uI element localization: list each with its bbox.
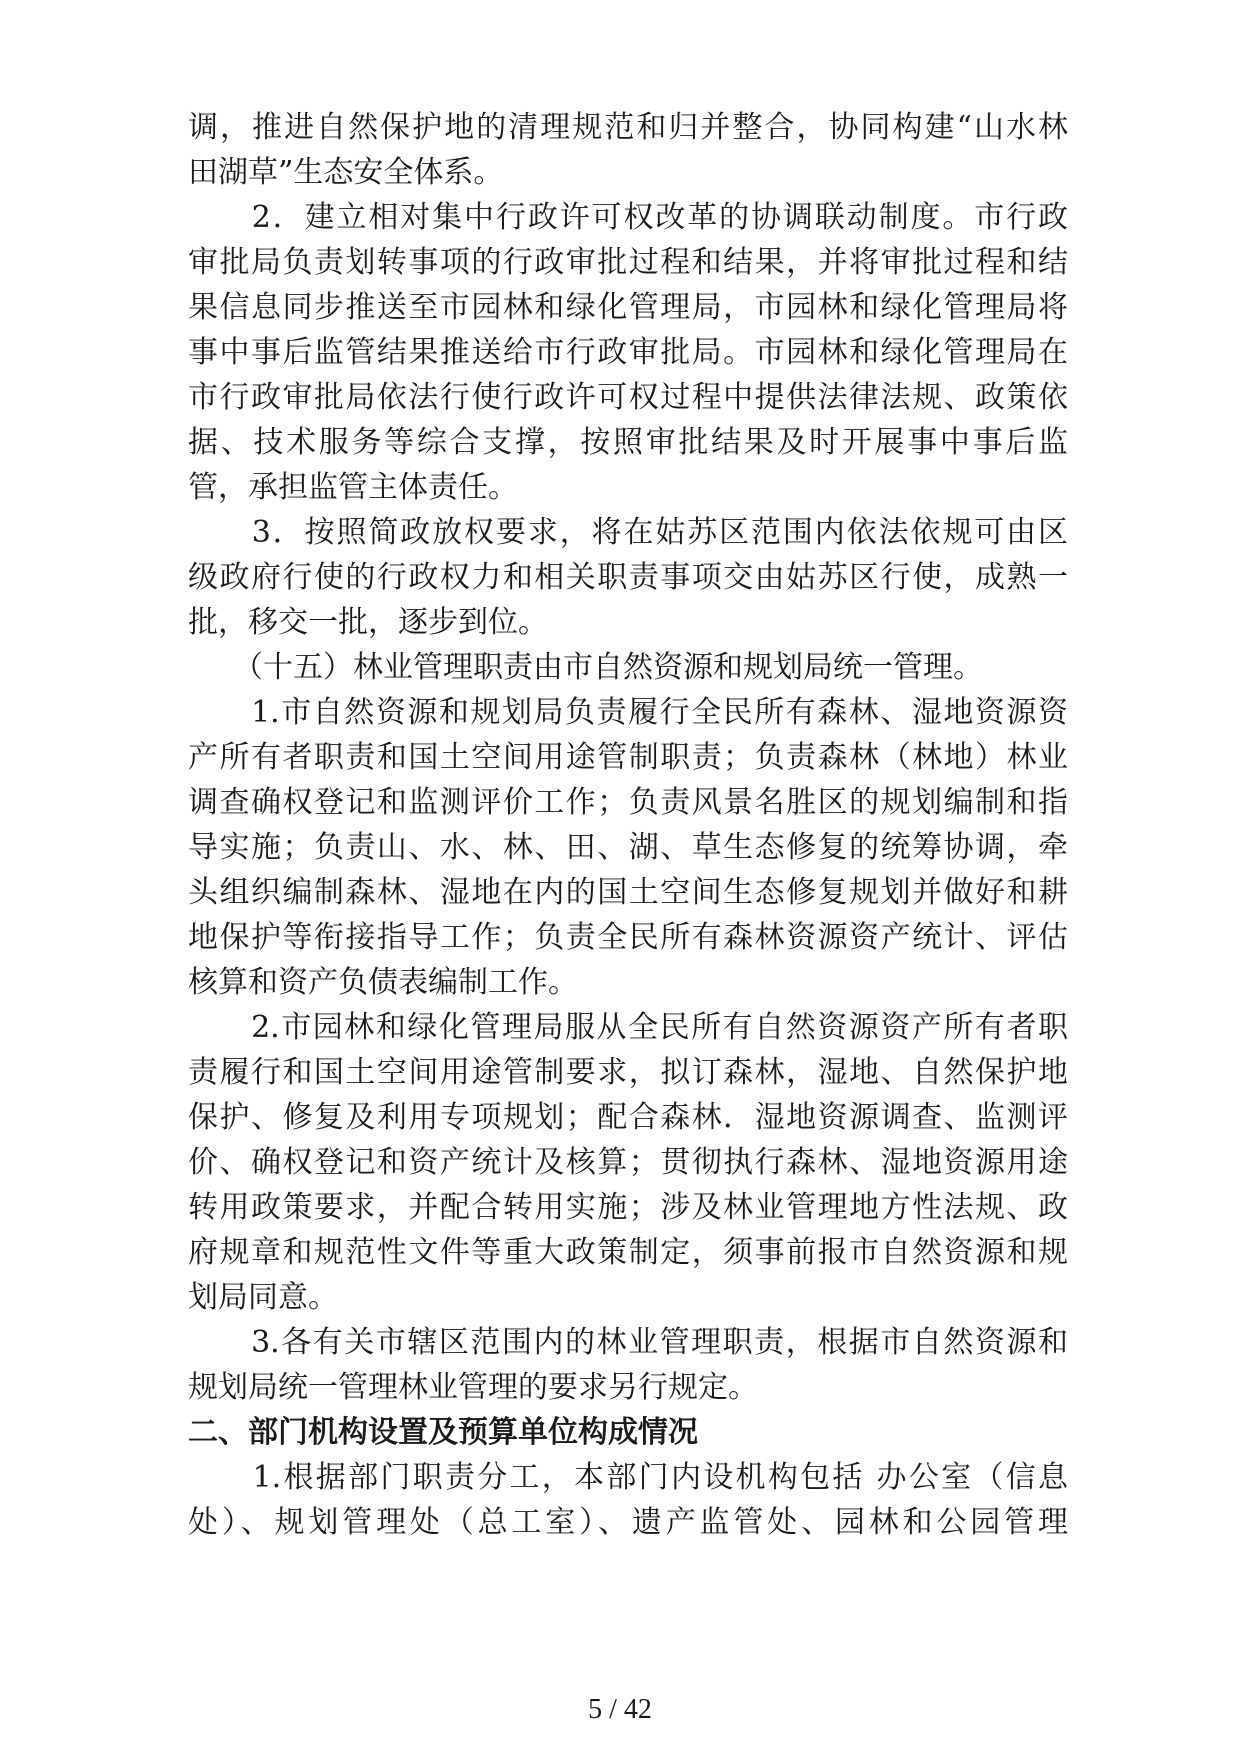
- body-line: 2．建立相对集中行政许可权改革的协调联动制度。市行政: [188, 200, 1068, 235]
- body-line: 田湖草”生态安全体系。: [188, 155, 504, 190]
- body-line: 产所有者职责和国土空间用途管制职责；负责森林（林地）林业: [188, 740, 1068, 775]
- body-line: 府规章和规范性文件等重大政策制定，须事前报市自然资源和规: [188, 1235, 1068, 1270]
- body-line: 调，推进自然保护地的清理规范和归并整合，协同构建“山水林: [188, 110, 1068, 145]
- section-heading: 二、部门机构设置及预算单位构成情况: [188, 1415, 698, 1450]
- body-line: 1.根据部门职责分工，本部门内设机构包括 办公室（信息: [188, 1460, 1068, 1495]
- body-line: 处）、规划管理处（总工室）、遗产监管处、园林和公园管理: [188, 1505, 1068, 1540]
- body-line: 级政府行使的行政权力和相关职责事项交由姑苏区行使，成熟一: [188, 560, 1068, 595]
- body-line: 地保护等衔接指导工作；负责全民所有森林资源资产统计、评估: [188, 920, 1068, 955]
- body-line: 保护、修复及利用专项规划；配合森林．湿地资源调查、监测评: [188, 1100, 1068, 1135]
- body-line: 果信息同步推送至市园林和绿化管理局，市园林和绿化管理局将: [188, 290, 1068, 325]
- body-line: 据、技术服务等综合支撑，按照审批结果及时开展事中事后监: [188, 425, 1068, 460]
- page-number: 5 / 42: [588, 1694, 652, 1725]
- body-line: 2.市园林和绿化管理局服从全民所有自然资源资产所有者职: [188, 1010, 1068, 1045]
- body-line: 市行政审批局依法行使行政许可权过程中提供法律法规、政策依: [188, 380, 1068, 415]
- body-line: 转用政策要求，并配合转用实施；涉及林业管理地方性法规、政: [188, 1190, 1068, 1225]
- body-line: 导实施；负责山、水、林、田、湖、草生态修复的统筹协调，牵: [188, 830, 1068, 865]
- body-line: 核算和资产负债表编制工作。: [188, 965, 578, 1000]
- body-line: 规划局统一管理林业管理的要求另行规定。: [188, 1370, 758, 1405]
- body-line: 事中事后监管结果推送给市行政审批局。市园林和绿化管理局在: [188, 335, 1068, 370]
- body-line: 审批局负责划转事项的行政审批过程和结果，并将审批过程和结: [188, 245, 1068, 280]
- body-line: 1.市自然资源和规划局负责履行全民所有森林、湿地资源资: [188, 695, 1068, 730]
- body-line: 调查确权登记和监测评价工作；负责风景名胜区的规划编制和指: [188, 785, 1068, 820]
- body-line: 批，移交一批，逐步到位。: [188, 605, 548, 640]
- body-line: 划局同意。: [188, 1280, 338, 1315]
- body-line: 管，承担监管主体责任。: [188, 470, 518, 505]
- body-line: 责履行和国土空间用途管制要求，拟订森林，湿地、自然保护地: [188, 1055, 1068, 1090]
- body-line: 价、确权登记和资产统计及核算；贯彻执行森林、湿地资源用途: [188, 1145, 1068, 1180]
- body-line: 头组织编制森林、湿地在内的国土空间生态修复规划并做好和耕: [188, 875, 1068, 910]
- body-line: 3.各有关市辖区范围内的林业管理职责，根据市自然资源和: [188, 1325, 1068, 1360]
- body-line: 3．按照简政放权要求，将在姑苏区范围内依法依规可由区: [188, 515, 1068, 550]
- section-subheading: （十五）林业管理职责由市自然资源和规划局统一管理。: [188, 650, 983, 685]
